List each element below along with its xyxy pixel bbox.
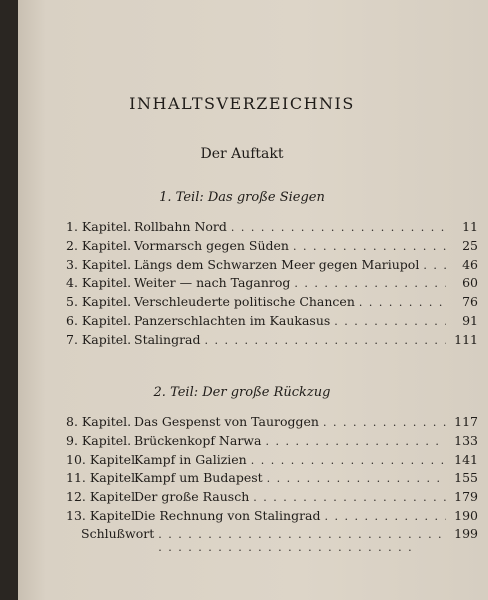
- toc-entry: [66, 313, 478, 332]
- chapter-title: Der große Rausch: [134, 489, 250, 505]
- chapter-number: 9. Kapitel.: [66, 432, 132, 448]
- chapter-title: Brückenkopf Narwa: [134, 432, 262, 448]
- page-number: 11: [462, 219, 478, 234]
- part-1-title: 1. Teil: Das große Siegen: [159, 190, 325, 205]
- chapter-title: Kampf um Budapest: [134, 470, 263, 486]
- chapter-title: Panzerschlachten im Kaukasus: [134, 312, 331, 328]
- page-number: 199: [454, 526, 478, 541]
- chapter-number: 6. Kapitel.: [66, 312, 132, 328]
- leader-dots: [205, 334, 446, 347]
- chapter-title: Rollbahn Nord: [134, 219, 227, 234]
- chapter-number: 12. Kapitel.: [66, 489, 140, 505]
- page-number: 60: [462, 275, 478, 291]
- chapter-number: 3. Kapitel.: [66, 256, 132, 272]
- page-number: 190: [454, 507, 478, 523]
- page-number: 141: [454, 451, 478, 467]
- chapter-number: 13. Kapitel.: [66, 507, 140, 523]
- toc-entry: [66, 219, 478, 238]
- toc-entry: [66, 452, 478, 471]
- leader-dots: [265, 435, 446, 448]
- page-number: 76: [462, 294, 478, 310]
- toc-entry: [66, 275, 478, 294]
- chapter-title: Kampf in Galizien: [134, 451, 247, 467]
- chapter-title: Die Rechnung von Stalingrad: [134, 507, 321, 523]
- leader-dots: [325, 510, 446, 523]
- chapter-number: 1. Kapitel.: [66, 219, 132, 234]
- toc-entry: [66, 508, 478, 527]
- page-number: 133: [454, 432, 478, 448]
- toc-entry: [66, 470, 478, 489]
- leader-dots: [253, 491, 446, 504]
- chapter-number: 4. Kapitel.: [66, 275, 132, 291]
- chapter-number: 8. Kapitel.: [66, 414, 132, 429]
- leader-dots: [359, 296, 446, 309]
- page-number: 117: [454, 414, 478, 429]
- toc-entry: [66, 257, 478, 276]
- chapter-number: 2. Kapitel.: [66, 237, 132, 253]
- part-2-title: 2. Teil: Der große Rückzug: [153, 385, 331, 400]
- leader-dots: [158, 528, 446, 554]
- leader-dots: [267, 472, 446, 485]
- chapter-title: Vormarsch gegen Süden: [134, 237, 289, 253]
- toc-entry: [66, 489, 478, 508]
- chapter-number: 7. Kapitel.: [66, 331, 132, 347]
- toc-entry: [66, 414, 478, 433]
- leader-dots: [231, 221, 446, 234]
- leader-dots: [423, 259, 446, 272]
- leader-dots: [251, 454, 446, 467]
- toc-entry: [66, 332, 478, 351]
- page-number: 25: [462, 237, 478, 253]
- toc-entry: [66, 294, 478, 313]
- leader-dots: [323, 416, 446, 429]
- chapter-title: Das Gespenst von Tauroggen: [134, 414, 319, 429]
- chapter-number: 5. Kapitel.: [66, 294, 132, 310]
- page-number: 91: [462, 312, 478, 328]
- page-number: 179: [454, 489, 478, 505]
- chapter-title: Längs dem Schwarzen Meer gegen Mariupol: [134, 256, 420, 272]
- page-number: 46: [462, 256, 478, 272]
- leader-dots: [293, 240, 446, 253]
- page-number: 111: [454, 331, 478, 347]
- leader-dots: [334, 315, 446, 328]
- closing-title: Schlußwort: [81, 526, 155, 541]
- leader-dots: [294, 277, 446, 290]
- toc-part-1: [66, 219, 478, 351]
- page-title: INHALTSVERZEICHNIS: [129, 94, 355, 113]
- chapter-title: Weiter — nach Taganrog: [134, 275, 291, 291]
- book-page: [18, 0, 488, 600]
- toc-part-2: [66, 414, 478, 527]
- chapter-number: 10. Kapitel.: [66, 451, 140, 467]
- toc-entry: [66, 433, 478, 452]
- chapter-title: Verschleuderte politische Chancen: [134, 294, 355, 310]
- section-heading: Der Auftakt: [200, 146, 284, 162]
- chapter-number: 11. Kapitel.: [66, 470, 140, 486]
- chapter-title: Stalingrad: [134, 331, 201, 347]
- toc-entry: [66, 238, 478, 257]
- toc-entry-closing: [81, 526, 478, 554]
- page-number: 155: [454, 470, 478, 486]
